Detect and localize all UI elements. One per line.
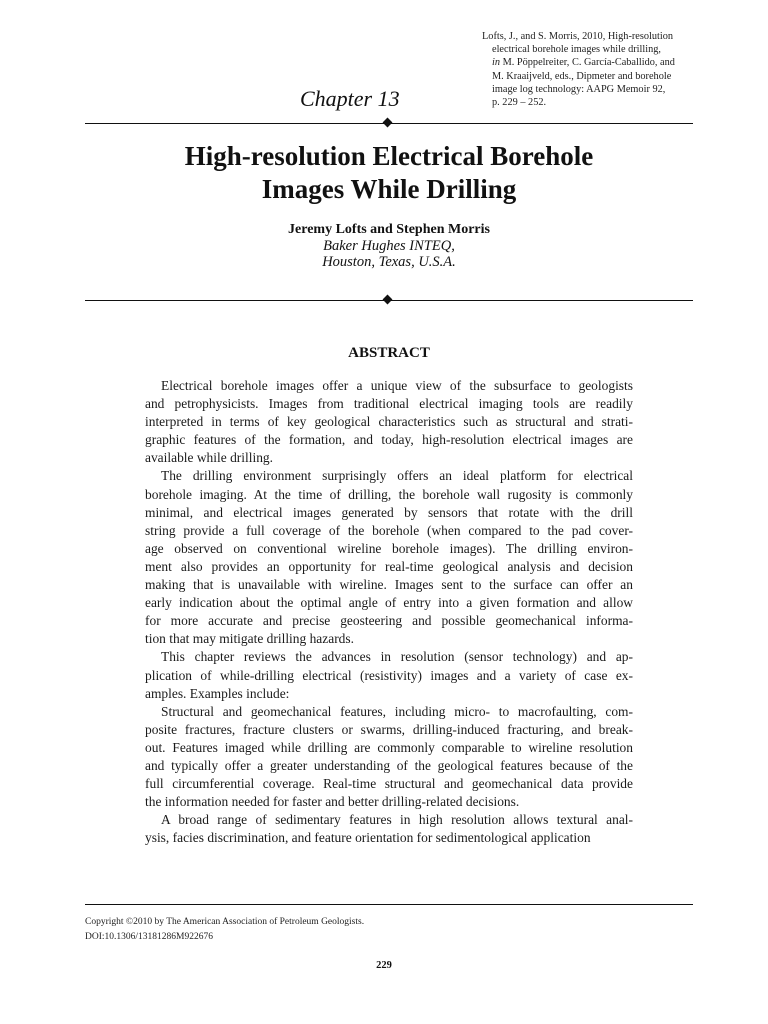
abstract-line: early indication about the optimal angle of entry into a given formation and allow [145,595,633,611]
abstract-line: making that is unavailable with wireline. Images sent to the surface can offer an [145,577,633,593]
doi-text: DOI:10.1306/13181286M922676 [85,932,213,942]
abstract-line: and typically offer a greater understanding of the geological features because of the [145,757,633,773]
chapter-label: Chapter 13 [300,86,400,111]
abstract-line: minimal, and electrical images generated by sensors that rotate with the drill [145,504,633,520]
abstract-body [145,377,633,847]
abstract-line: string provide a full coverage of the borehole (when compared to the pad cover- [145,522,633,538]
abstract-line: ysis, facies discrimination, and feature orientation for sedimentological application [145,830,591,846]
divider-diamond-icon [383,118,393,128]
divider-diamond-icon [383,295,393,305]
author-affiliation-2: Houston, Texas, U.S.A. [322,254,456,270]
abstract-line: the information needed for faster and better drilling-related decisions. [145,794,520,810]
footer-divider [85,904,693,905]
top-divider [85,123,693,124]
abstract-line: posite fractures, fracture clusters or swarms, drilling-induced fracturing, and break- [145,721,633,737]
abstract-line: and petrophysicists. Images from traditional electrical imaging tools are readily [145,396,633,412]
abstract-line: for more accurate and precise geosteering and possible geomechanical informa- [145,613,633,629]
citation-line: p. 229 – 252. [492,97,547,109]
abstract-line: A broad range of sedimentary features in high resolution allows textural anal- [161,812,633,828]
citation-line-rest: M. Pöppelreiter, C. García-Caballido, and [500,57,675,69]
page-number: 229 [376,960,392,971]
abstract-line: borehole imaging. At the time of drilling, the borehole wall rugosity is commonly [145,486,633,502]
abstract-line: interpreted in terms of key geological characteristics such as structural and strati- [145,414,633,430]
abstract-line: full circumferential coverage. Real-time structural and geomechanical data provide [145,776,633,792]
author-block [80,222,698,270]
title-line-2: Images While Drilling [261,174,517,204]
citation-line: Lofts, J., and S. Morris, 2010, High-resolution [482,31,674,42]
citation-line: electrical borehole images while drilling, [492,44,661,56]
author-names: Jeremy Lofts and Stephen Morris [288,222,490,237]
abstract-heading: ABSTRACT [348,345,430,361]
abstract-line: amples. Examples include: [145,685,290,701]
abstract-line: available while drilling. [145,450,273,466]
abstract-line: The drilling environment surprisingly offers an ideal platform for electrical [161,468,633,484]
abstract-line: out. Features imaged while drilling are commonly comparable to wireline resolution [145,739,633,755]
paper-title [80,140,698,206]
bottom-divider [85,300,693,301]
abstract-line: This chapter reviews the advances in resolution (sensor technology) and ap- [161,649,633,665]
abstract-line: ment also provides an opportunity for real-time geological analysis and decision [145,558,633,574]
citation-line [492,56,712,69]
citation-italic-in: in [492,57,501,69]
copyright-text: Copyright ©2010 by The American Association of Petroleum Geologists. [85,917,365,927]
footer-block [85,915,485,945]
abstract-line: Electrical borehole images offer a unique view of the subsurface to geologists [161,378,633,393]
citation-block [482,30,712,109]
citation-line: M. Kraaijveld, eds., Dipmeter and borehole [492,70,672,82]
abstract-line: Structural and geomechanical features, including micro- to macrofaulting, com- [161,703,633,719]
author-affiliation-1: Baker Hughes INTEQ, [323,238,455,254]
abstract-line: plication of while-drilling electrical (resistivity) images and a variety of case ex- [145,667,633,683]
abstract-line: tion that may mitigate drilling hazards. [145,631,354,647]
citation-line: image log technology: AAPG Memoir 92, [492,83,666,95]
title-line-1: High-resolution Electrical Borehole [184,141,594,171]
abstract-line: graphic features of the formation, and today, high-resolution electrical images are [145,432,633,448]
abstract-line: age observed on conventional wireline borehole images). The drilling environ- [145,540,633,556]
